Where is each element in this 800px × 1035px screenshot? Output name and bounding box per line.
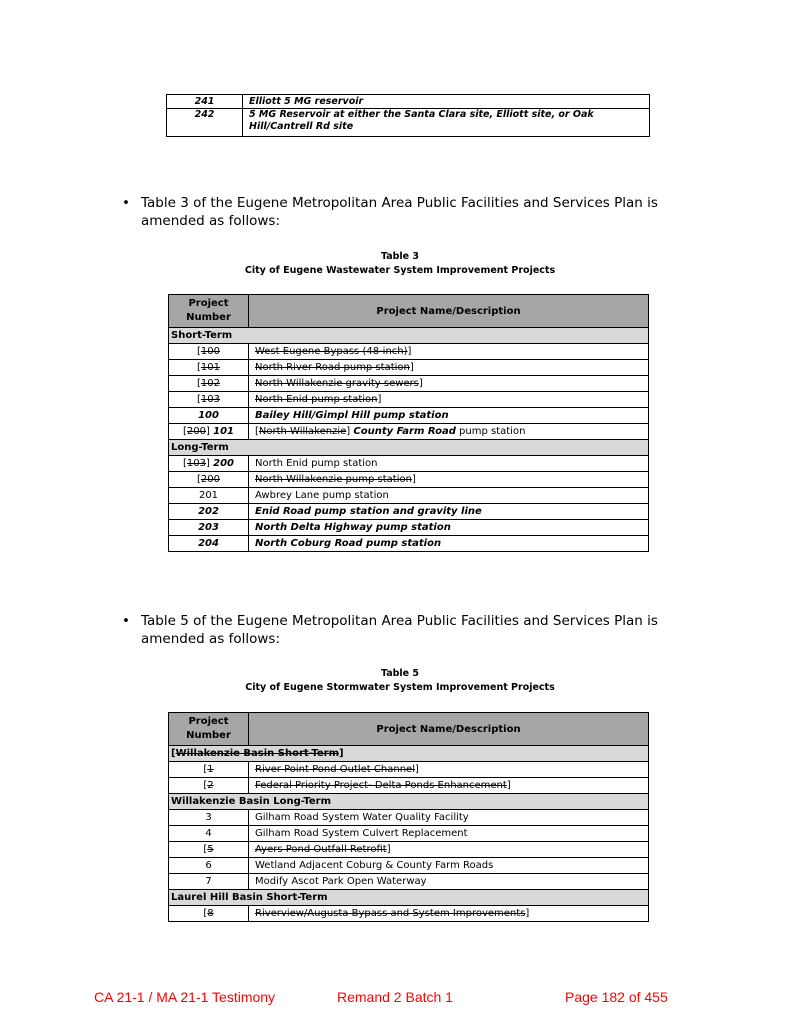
deleted-number: 100	[200, 346, 220, 357]
project-description: Modify Ascot Park Open Waterway	[249, 874, 649, 890]
deleted-text: North Willakenzie pump station	[255, 474, 412, 485]
deleted-text: North Willakenzie gravity sewers	[255, 378, 419, 389]
table-row	[169, 858, 649, 874]
deleted-text: River Point Pond Outlet Channel	[255, 764, 415, 775]
table-header-row	[169, 295, 649, 328]
bullet-icon: •	[122, 613, 130, 629]
deleted-number: 8	[207, 908, 214, 919]
table-row	[167, 109, 650, 137]
table-row	[169, 762, 649, 778]
amendment-bullet-table5	[122, 612, 722, 648]
project-number: [103] 200	[169, 456, 249, 472]
added-number: 200	[213, 458, 234, 469]
project-description: Elliott 5 MG reservoir	[243, 95, 650, 109]
table-row	[169, 810, 649, 826]
table-row	[169, 392, 649, 408]
project-description: West Eugene Bypass (48-inch)]	[249, 344, 649, 360]
project-number: [1	[169, 762, 249, 778]
project-description: Riverview/Augusta Bypass and System Improvements]	[249, 906, 649, 922]
table-row	[167, 95, 650, 109]
deleted-number: 200	[186, 426, 207, 437]
water-projects-table-continuation	[166, 94, 650, 137]
project-number: [103	[169, 392, 249, 408]
section-label: Laurel Hill Basin Short-Term	[169, 890, 649, 906]
project-number: 100	[169, 408, 249, 424]
table-row	[169, 520, 649, 536]
project-number: 4	[169, 826, 249, 842]
project-number: [200	[169, 472, 249, 488]
table-row	[169, 504, 649, 520]
project-description: North Willakenzie pump station]	[249, 472, 649, 488]
project-description: North Coburg Road pump station	[249, 536, 649, 552]
table-row	[169, 874, 649, 890]
project-description: Wetland Adjacent Coburg & County Farm Roads	[249, 858, 649, 874]
project-description: Bailey Hill/Gimpl Hill pump station	[249, 408, 649, 424]
table-row	[169, 906, 649, 922]
project-description: North Delta Highway pump station	[249, 520, 649, 536]
deleted-number: 103	[200, 394, 220, 405]
section-row-willakenzie-long-term	[169, 794, 649, 810]
deleted-number: 101	[200, 362, 220, 373]
section-label: Short-Term	[169, 328, 649, 344]
header-project-number: Project Number	[169, 295, 249, 328]
project-number: [8	[169, 906, 249, 922]
project-description: Gilham Road System Culvert Replacement	[249, 826, 649, 842]
table-row	[169, 826, 649, 842]
project-number: [102	[169, 376, 249, 392]
project-number: 6	[169, 858, 249, 874]
project-description: Ayers Pond Outfall Retrofit]	[249, 842, 649, 858]
deleted-text: Riverview/Augusta Bypass and System Improvements	[255, 908, 526, 919]
table-header-row	[169, 713, 649, 746]
project-number: [100	[169, 344, 249, 360]
project-description: Gilham Road System Water Quality Facility	[249, 810, 649, 826]
project-description: North River Road pump station]	[249, 360, 649, 376]
project-description: Enid Road pump station and gravity line	[249, 504, 649, 520]
deleted-number: 200	[200, 474, 220, 485]
table-row	[169, 778, 649, 794]
project-description: North Willakenzie gravity sewers]	[249, 376, 649, 392]
deleted-text: North Enid pump station	[255, 394, 378, 405]
deleted-text: Federal Priority Project- Delta Ponds Enhancement	[255, 780, 507, 791]
project-description: North Enid pump station	[249, 456, 649, 472]
project-description: 5 MG Reservoir at either the Santa Clara site, Elliott site, or Oak Hill/Cantrell Rd site	[243, 109, 650, 137]
project-number: 3	[169, 810, 249, 826]
project-number: 242	[167, 109, 243, 137]
header-project-description: Project Name/Description	[249, 295, 649, 328]
project-number: 7	[169, 874, 249, 890]
table-row	[169, 842, 649, 858]
description-tail: pump station	[455, 426, 526, 437]
project-number: [101	[169, 360, 249, 376]
project-description: Federal Priority Project- Delta Ponds Enhancement]	[249, 778, 649, 794]
section-row-laurel-hill-short-term	[169, 890, 649, 906]
section-label: Willakenzie Basin Long-Term	[169, 794, 649, 810]
project-number: 203	[169, 520, 249, 536]
project-number: [200] 101	[169, 424, 249, 440]
table3-wastewater	[168, 294, 649, 552]
bullet-icon: •	[122, 195, 130, 211]
project-number: 204	[169, 536, 249, 552]
section-row-short-term	[169, 328, 649, 344]
table5-subtitle: City of Eugene Stormwater System Improvement Projects	[245, 682, 555, 693]
table-row	[169, 488, 649, 504]
project-number: 201	[169, 488, 249, 504]
deleted-text: North Willakenzie	[258, 426, 347, 437]
section-row-long-term	[169, 440, 649, 456]
deleted-text: Willakenzie Basin Short-Term	[175, 748, 339, 759]
deleted-number: 103	[186, 458, 207, 469]
table-row	[169, 472, 649, 488]
project-number: [2	[169, 778, 249, 794]
amendment-bullet-table3	[122, 194, 722, 230]
project-description: North Enid pump station]	[249, 392, 649, 408]
table-row	[169, 456, 649, 472]
footer-page-number: Page 182 of 455	[565, 989, 668, 1005]
added-text: County Farm Road	[353, 426, 456, 437]
table5-title: Table 5	[380, 668, 420, 679]
project-description: Awbrey Lane pump station	[249, 488, 649, 504]
table-row	[169, 360, 649, 376]
table-row	[169, 424, 649, 440]
section-label: [Willakenzie Basin Short-Term]	[169, 746, 649, 762]
header-project-number: Project Number	[169, 713, 249, 746]
deleted-number: 1	[207, 764, 214, 775]
deleted-text: North River Road pump station	[255, 362, 410, 373]
footer-document-id: CA 21-1 / MA 21-1 Testimony	[94, 989, 276, 1005]
project-description: [North Willakenzie] County Farm Road pump station	[249, 424, 649, 440]
project-description: River Point Pond Outlet Channel]	[249, 762, 649, 778]
table-row	[169, 344, 649, 360]
deleted-number: 102	[200, 378, 220, 389]
added-number: 101	[213, 426, 234, 437]
header-project-description: Project Name/Description	[249, 713, 649, 746]
section-label: Long-Term	[169, 440, 649, 456]
table-row	[169, 536, 649, 552]
table-row	[169, 376, 649, 392]
table3-subtitle: City of Eugene Wastewater System Improvement Projects	[244, 265, 556, 276]
table3-title: Table 3	[380, 251, 420, 262]
project-number: [5	[169, 842, 249, 858]
project-number: 241	[167, 95, 243, 109]
project-number: 202	[169, 504, 249, 520]
table5-stormwater	[168, 712, 649, 922]
table-row	[169, 408, 649, 424]
deleted-text: West Eugene Bypass (48-inch)	[255, 346, 408, 357]
deleted-text: Ayers Pond Outfall Retrofit	[255, 844, 387, 855]
deleted-number: 2	[207, 780, 214, 791]
bullet-text: Table 5 of the Eugene Metropolitan Area Public Facilities and Services Plan is amended as follows:	[141, 613, 658, 647]
footer-batch: Remand 2 Batch 1	[337, 989, 453, 1005]
bullet-text: Table 3 of the Eugene Metropolitan Area Public Facilities and Services Plan is amended as follows:	[141, 195, 658, 229]
deleted-number: 5	[207, 844, 214, 855]
section-row-willakenzie-short-term	[169, 746, 649, 762]
